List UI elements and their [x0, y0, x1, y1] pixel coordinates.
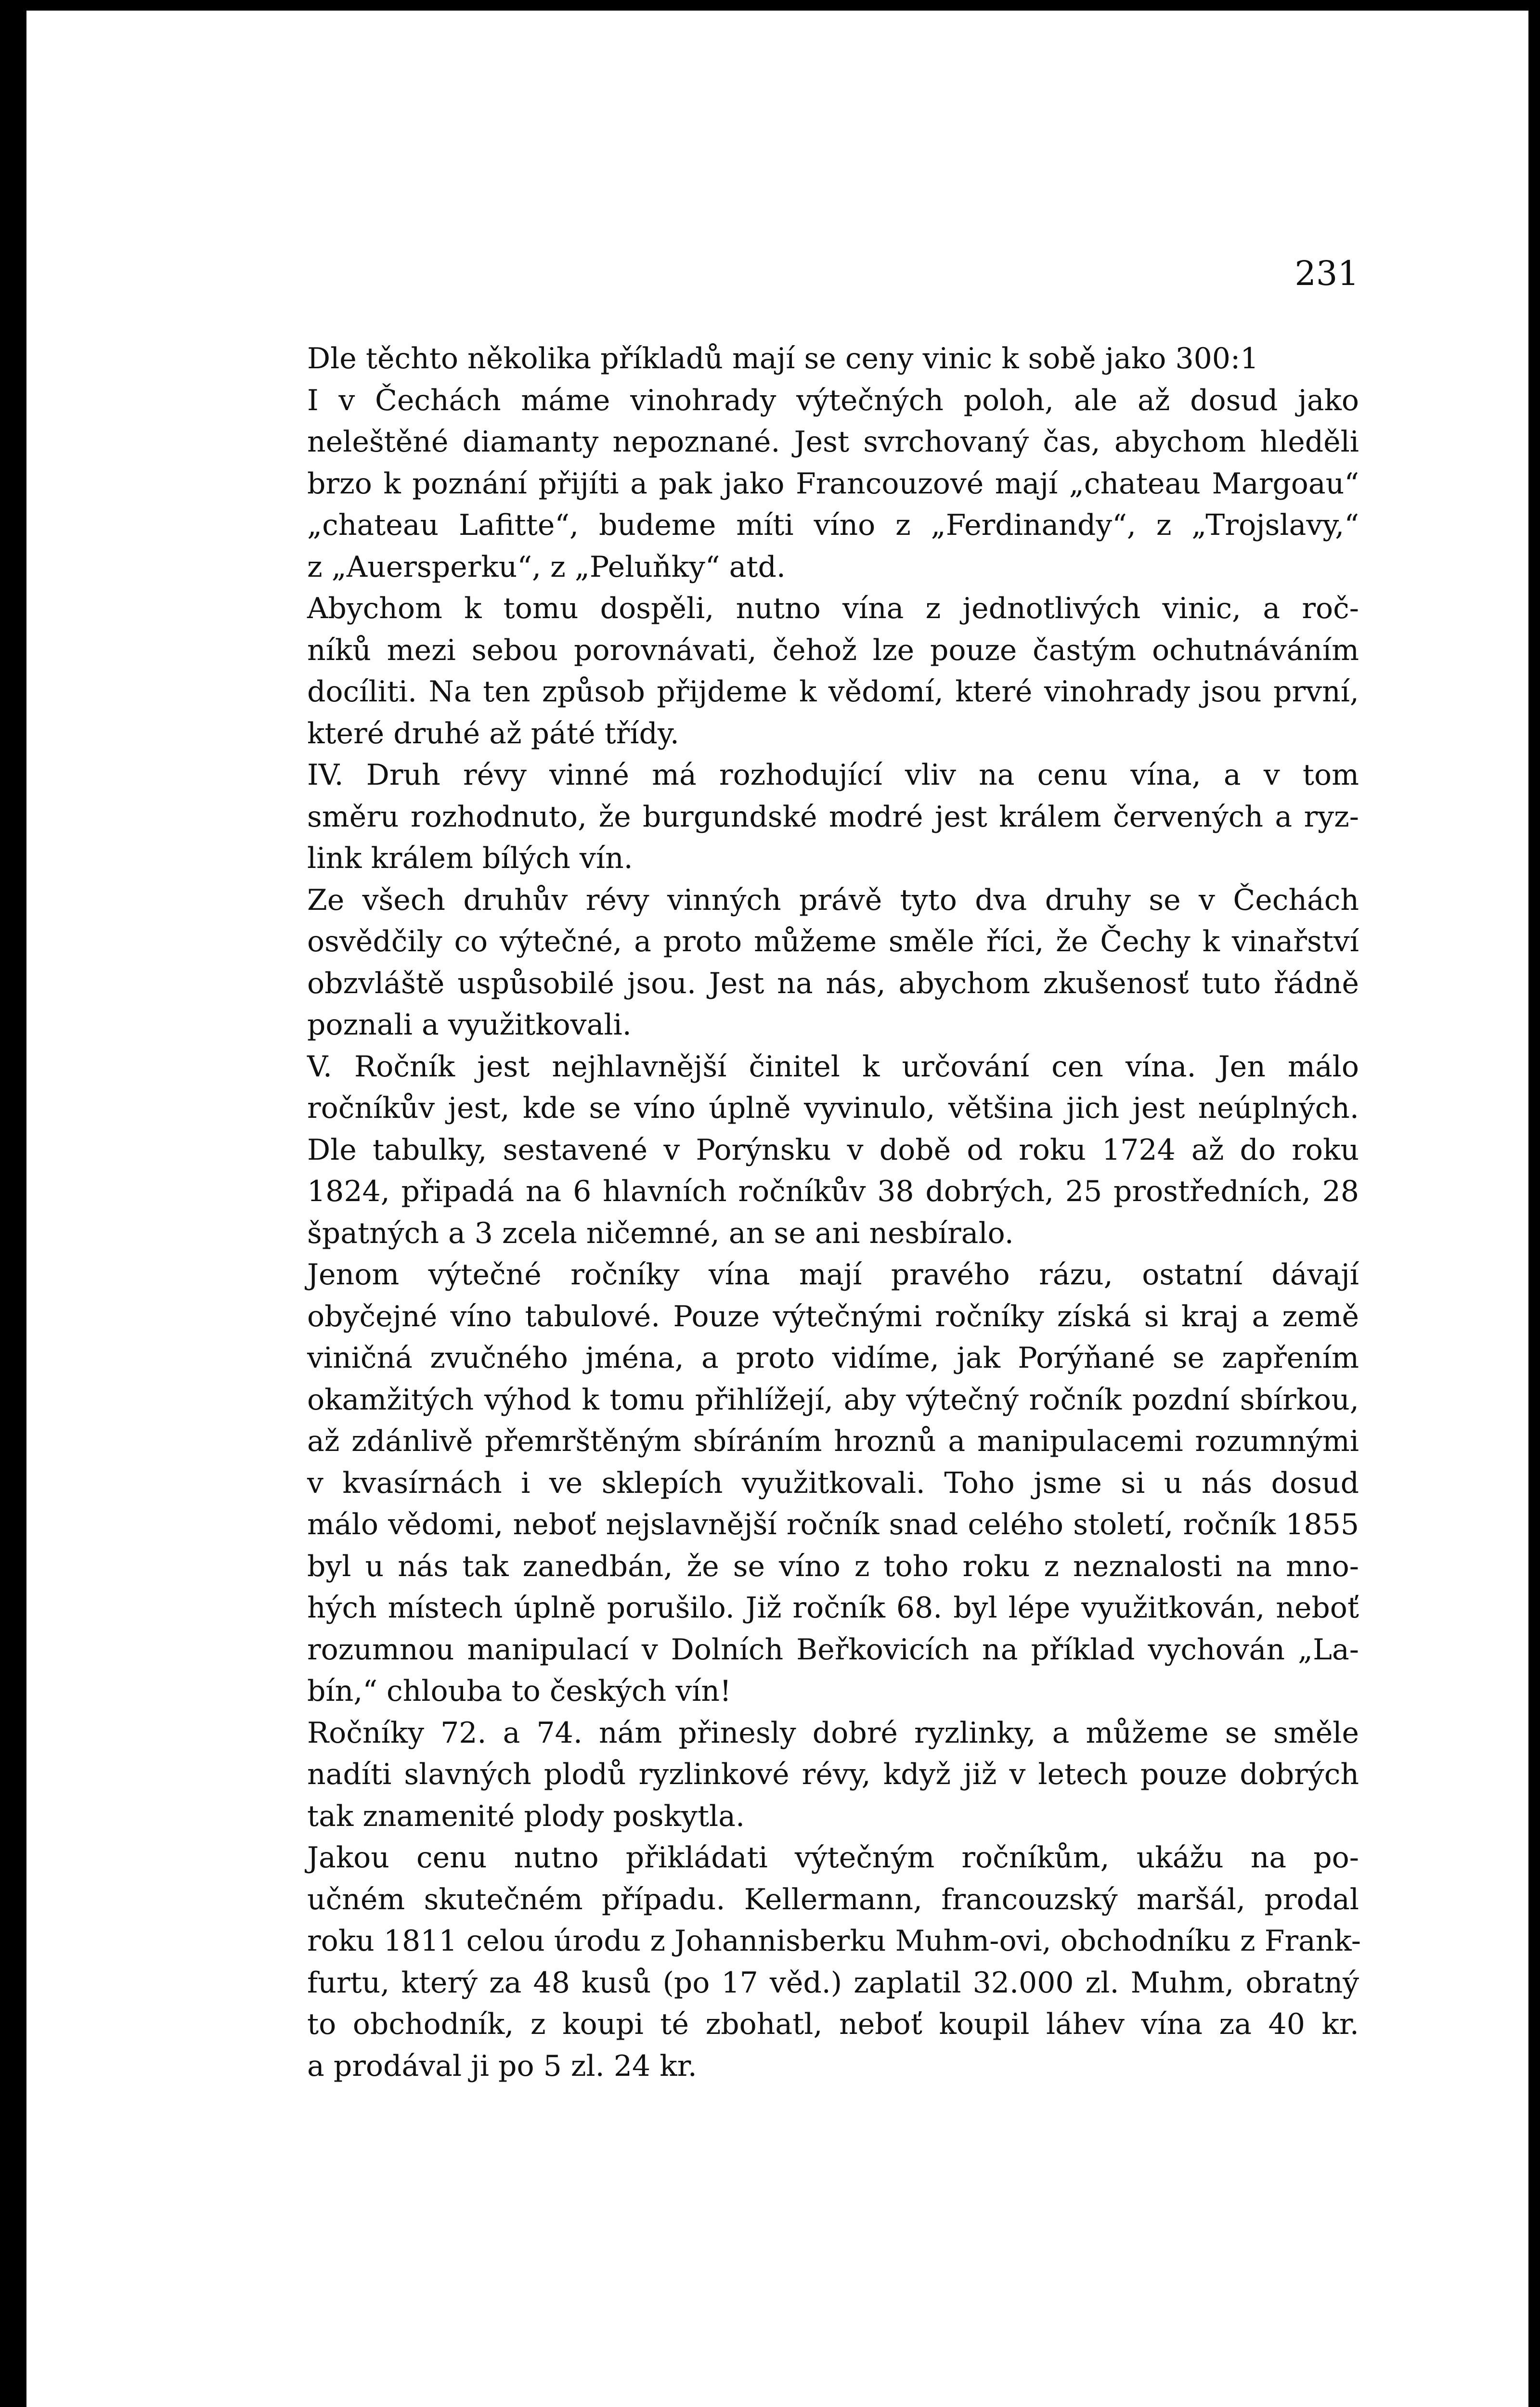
paragraph-3 [223, 588, 1359, 754]
paragraph-7 [223, 1254, 1359, 1712]
text-line: níků mezi sebou porovnávati, čehož lze pouze častým ochutnáváním [307, 633, 1359, 667]
text-line: Dle těchto několika příkladů mají se ceny vinic k sobě jako 300:1 [307, 342, 1259, 375]
text-line: Abychom k tomu dospěli, nutno vína z jednotlivých vinic, a roč- [307, 592, 1359, 625]
text-line: v kvasírnách i ve sklepích využitkovali. Toho jsme si u nás dosud [307, 1466, 1359, 1500]
text-line: Ze všech druhův révy vinných právě tyto dva druhy se v Čechách [307, 883, 1359, 917]
paragraph-4 [223, 754, 1359, 880]
text-line: a prodával ji po 5 zl. 24 kr. [307, 2049, 697, 2083]
text-line: IV. Druh révy vinné má rozhodující vliv na cenu vína, a v tom [307, 758, 1359, 792]
text-line: Dle tabulky, sestavené v Porýnsku v době od roku 1724 až do roku [307, 1133, 1359, 1167]
paragraph-5 [223, 880, 1359, 1046]
text-line: V. Ročník jest nejhlavnější činitel k určování cen vína. Jen málo [307, 1049, 1359, 1084]
text-line: obzvláště uspůsobilé jsou. Jest na nás, abychom zkušenosť tuto řádně [307, 966, 1359, 1000]
text-line: až zdánlivě přemrštěným sbíráním hroznů a manipulacemi rozumnými [307, 1424, 1359, 1458]
text-line: 1824, připadá na 6 hlavních ročníkův 38 dobrých, 25 prostředních, 28 [307, 1175, 1359, 1208]
text-line: směru rozhodnuto, že burgundské modré jest králem červených a ryz- [307, 800, 1359, 834]
text-line: Ročníky 72. a 74. nám přinesly dobré ryzlinky, a můžeme se směle [307, 1716, 1359, 1750]
text-line: hých místech úplně porušilo. Již ročník 68. byl lépe využitkován, neboť [307, 1591, 1359, 1625]
text-line: málo vědomi, neboť nejslavnější ročník snad celého století, ročník 1855 [307, 1508, 1359, 1541]
paragraph-6 [223, 1046, 1359, 1255]
text-line: furtu, který za 48 kusů (po 17 věd.) zaplatil 32.000 zl. Muhm, obratný [307, 1966, 1359, 2000]
text-line: okamžitých výhod k tomu přihlížejí, aby výtečný ročník pozdní sbírkou, [307, 1383, 1359, 1417]
book-page [26, 11, 1528, 2407]
text-line: roku 1811 celou úrodu z Johannisberku Muhm-ovi, obchodníku z Frank- [307, 1924, 1361, 1958]
text-line: Jakou cenu nutno přikládati výtečným ročníkům, ukážu na po- [307, 1841, 1359, 1875]
text-line: neleštěné diamanty nepoznané. Jest svrchovaný čas, abychom hleděli [307, 425, 1359, 459]
text-line: I v Čechách máme vinohrady výtečných poloh, ale až dosud jako [307, 383, 1359, 417]
text-line: Jenom výtečné ročníky vína mají pravého rázu, ostatní dávají [307, 1258, 1359, 1292]
paragraph-2 [223, 380, 1359, 588]
text-line: bín,“ chlouba to českých vín! [307, 1674, 732, 1708]
text-line: nadíti slavných plodů ryzlinkové révy, když již v letech pouze dobrých [307, 1758, 1359, 1791]
body-text [223, 338, 1359, 2087]
text-line: poznali a využitkovali. [307, 1008, 632, 1042]
text-line: špatných a 3 zcela ničemné, an se ani nesbíralo. [307, 1216, 1014, 1250]
text-line: docíliti. Na ten způsob přijdeme k vědomí, které vinohrady jsou první, [307, 675, 1359, 709]
text-line: z „Auersperku“, z „Peluňky“ atd. [307, 550, 786, 584]
text-line: brzo k poznání přijíti a pak jako Francouzové mají „chateau Margoau“ [307, 466, 1359, 501]
text-line: byl u nás tak zanedbán, že se víno z toho roku z neznalosti na mno- [307, 1549, 1359, 1583]
text-line: ročníkův jest, kde se víno úplně vyvinulo, většina jich jest neúplných. [307, 1091, 1359, 1125]
text-line: link králem bílých vín. [307, 841, 633, 875]
text-line: rozumnou manipulací v Dolních Beřkovicích na příklad vychován „La- [307, 1632, 1359, 1667]
text-line: „chateau Lafitte“, budeme míti víno z „Ferdinandy“, z „Trojslavy,“ [307, 508, 1359, 542]
text-line: které druhé až páté třídy. [307, 716, 679, 751]
paragraph-8 [223, 1712, 1359, 1838]
text-line: viničná zvučného jména, a proto vidíme, jak Porýňané se zapřením [307, 1341, 1359, 1375]
text-line: osvědčily co výtečné, a proto můžeme směle říci, že Čechy k vinařství [307, 925, 1359, 958]
text-line: to obchodník, z koupi té zbohatl, neboť koupil láhev vína za 40 kr. [307, 2007, 1359, 2041]
text-line: učném skutečném případu. Kellermann, francouzský maršál, prodal [307, 1882, 1359, 1916]
page-number: 231 [1294, 254, 1359, 293]
text-line: obyčejné víno tabulové. Pouze výtečnými ročníky získá si kraj a země [307, 1299, 1359, 1333]
paragraph-1 [223, 338, 1359, 380]
text-line: tak znamenité plody poskytla. [307, 1799, 745, 1833]
paragraph-9 [223, 1837, 1359, 2087]
